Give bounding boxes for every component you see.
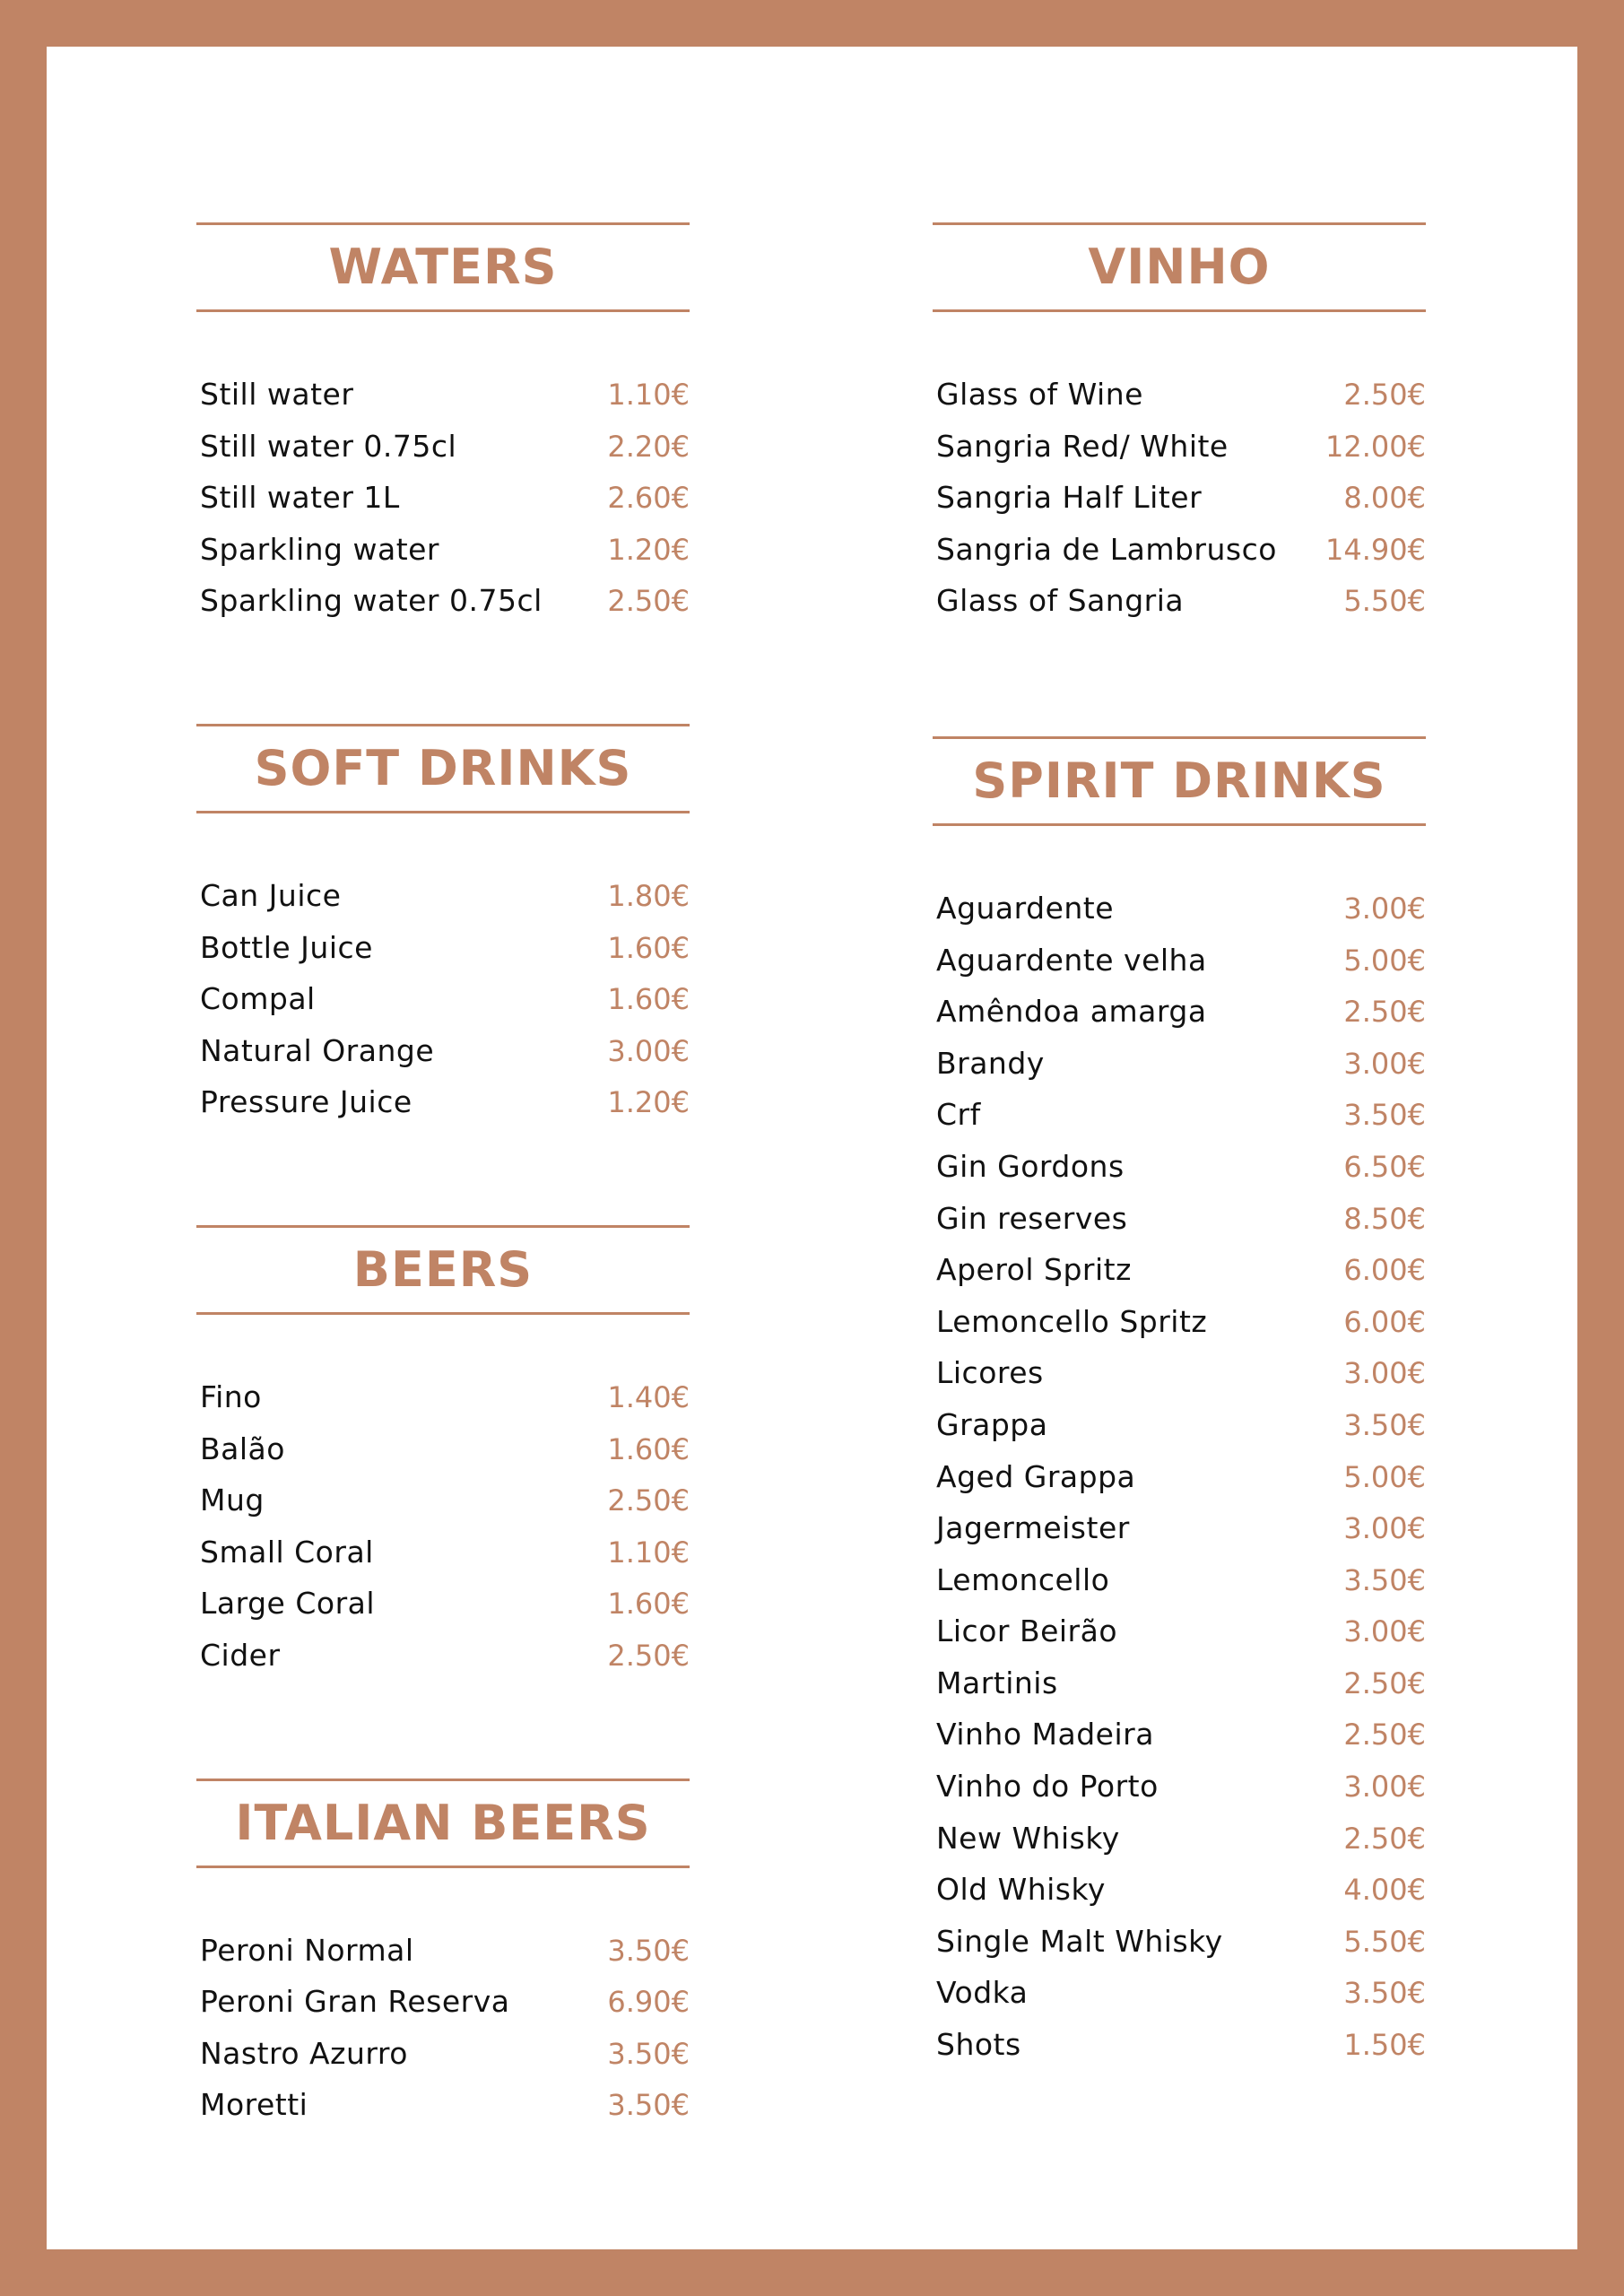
section-soft-drinks: [196, 724, 690, 1128]
menu-item-price: 6.50€: [1343, 1149, 1426, 1184]
menu-item-price: 2.50€: [1343, 378, 1426, 412]
section-title: BEERS: [352, 1240, 534, 1298]
menu-item-name: Can Juice: [200, 877, 342, 913]
menu-item-name: Still water: [200, 377, 354, 412]
menu-item-name: Glass of Wine: [936, 377, 1143, 412]
menu-item-price: 12.00€: [1325, 429, 1426, 464]
section-title: WATERS: [328, 239, 558, 295]
menu-item-name: Large Coral: [200, 1586, 376, 1622]
menu-item: [933, 1347, 1426, 1399]
menu-item-name: Fino: [200, 1378, 262, 1414]
menu-item: [196, 369, 690, 421]
menu-item-name: Compal: [200, 981, 316, 1017]
menu-item-name: Licor Beirão: [936, 1613, 1118, 1649]
menu-item-price: 2.20€: [607, 429, 690, 464]
menu-item: [933, 1864, 1426, 1916]
menu-item: [933, 1916, 1426, 1968]
menu-item-name: Aguardente velha: [936, 942, 1207, 978]
menu-item-name: Peroni Gran Reserva: [200, 1984, 510, 2020]
menu-item-price: 1.60€: [607, 930, 690, 965]
menu-item: [933, 1451, 1426, 1503]
menu-item: [933, 575, 1426, 627]
section-title: VINHO: [1088, 239, 1271, 295]
menu-item: [196, 524, 690, 576]
menu-item-name: Still water 1L: [200, 480, 400, 516]
menu-item-price: 8.00€: [1343, 481, 1426, 516]
menu-item: [196, 1423, 690, 1475]
menu-item-name: Sangria Half Liter: [936, 480, 1203, 516]
menu-item-price: 3.50€: [607, 1933, 690, 1968]
menu-item: [196, 575, 690, 627]
menu-item: [196, 1076, 690, 1128]
menu-item-name: Jagermeister: [936, 1510, 1130, 1546]
menu-item-price: 3.00€: [1343, 891, 1426, 926]
section-title: SPIRIT DRINKS: [972, 752, 1386, 809]
menu-item: [933, 1761, 1426, 1813]
menu-item-name: Gin reserves: [936, 1200, 1128, 1236]
menu-item: [196, 1371, 690, 1423]
section-title: SOFT DRINKS: [254, 739, 632, 796]
left-column: [196, 222, 690, 2131]
menu-item: [933, 369, 1426, 421]
menu-item: [933, 1554, 1426, 1606]
menu-item-name: Vinho Madeira: [936, 1717, 1154, 1752]
menu-item: [196, 1925, 690, 1977]
menu-item: [933, 1296, 1426, 1348]
menu-item-name: Aperol Spritz: [936, 1252, 1132, 1288]
menu-item-price: 1.60€: [607, 982, 690, 1017]
menu-item: [933, 986, 1426, 1038]
menu-item-name: Mug: [200, 1483, 265, 1518]
section-header: [196, 1225, 690, 1315]
menu-item-price: 3.00€: [1343, 1356, 1426, 1391]
section-header: [933, 222, 1426, 312]
section-header: [196, 222, 690, 312]
menu-item: [196, 1526, 690, 1578]
section-header: [196, 724, 690, 813]
item-list: [196, 1925, 690, 2131]
menu-item-name: Bottle Juice: [200, 929, 373, 965]
menu-item-price: 2.50€: [1343, 1718, 1426, 1752]
menu-item-name: Small Coral: [200, 1534, 374, 1570]
menu-item: [933, 2019, 1426, 2071]
menu-item-price: 5.50€: [1343, 1924, 1426, 1959]
menu-item: [196, 973, 690, 1025]
menu-item: [196, 1025, 690, 1077]
menu-item: [933, 421, 1426, 473]
menu-item-price: 1.20€: [607, 532, 690, 567]
section-italian-beers: [196, 1779, 690, 2131]
menu-item-price: 1.60€: [607, 1587, 690, 1622]
menu-item-price: 8.50€: [1343, 1201, 1426, 1236]
menu-item-name: Vodka: [936, 1975, 1029, 2011]
menu-item-price: 3.50€: [1343, 1098, 1426, 1133]
menu-item: [933, 1141, 1426, 1193]
menu-item-price: 2.50€: [607, 584, 690, 619]
menu-item-name: Shots: [936, 2027, 1021, 2063]
menu-item-name: Crf: [936, 1097, 981, 1133]
menu-item-price: 3.00€: [1343, 1614, 1426, 1649]
menu-item: [196, 472, 690, 524]
menu-item-name: Still water 0.75cl: [200, 428, 457, 464]
menu-item-name: Pressure Juice: [200, 1084, 413, 1120]
menu-item-name: Brandy: [936, 1045, 1045, 1081]
menu-item-price: 1.50€: [1343, 2028, 1426, 2063]
menu-item-name: Sparkling water 0.75cl: [200, 583, 543, 619]
menu-item-name: Nastro Azurro: [200, 2035, 408, 2071]
menu-item: [933, 472, 1426, 524]
menu-item-price: 2.60€: [607, 481, 690, 516]
menu-item: [933, 1399, 1426, 1451]
menu-item-name: Aguardente: [936, 890, 1115, 926]
menu-page: [47, 47, 1577, 2249]
menu-item-name: Sparkling water: [200, 531, 440, 567]
menu-item-price: 3.50€: [607, 2036, 690, 2071]
menu-item-name: Lemoncello Spritz: [936, 1303, 1208, 1339]
menu-item-name: Amêndoa amarga: [936, 994, 1207, 1030]
menu-item-price: 1.20€: [607, 1085, 690, 1120]
item-list: [196, 870, 690, 1128]
menu-item-price: 5.50€: [1343, 584, 1426, 619]
menu-item: [196, 2079, 690, 2131]
menu-item-price: 3.00€: [1343, 1046, 1426, 1081]
menu-item: [933, 1657, 1426, 1709]
menu-item-name: Sangria de Lambrusco: [936, 531, 1277, 567]
menu-item-name: Lemoncello: [936, 1561, 1110, 1597]
menu-item-price: 3.00€: [1343, 1511, 1426, 1546]
menu-item: [196, 2028, 690, 2080]
menu-item-name: Single Malt Whisky: [936, 1923, 1223, 1959]
menu-item-price: 2.50€: [1343, 1665, 1426, 1700]
section-beers: [196, 1225, 690, 1682]
menu-item: [933, 883, 1426, 935]
menu-item: [933, 935, 1426, 987]
menu-item-price: 1.10€: [607, 1535, 690, 1570]
section-vinho: [933, 222, 1426, 627]
menu-item-price: 3.50€: [1343, 1976, 1426, 2011]
item-list: [933, 883, 1426, 2071]
item-list: [196, 1371, 690, 1682]
menu-item-price: 6.00€: [1343, 1304, 1426, 1339]
menu-item: [933, 1813, 1426, 1865]
menu-item-price: 1.80€: [607, 878, 690, 913]
menu-item: [933, 1038, 1426, 1090]
menu-item-name: Moretti: [200, 2087, 308, 2123]
menu-item-price: 2.50€: [607, 1638, 690, 1673]
menu-item: [933, 1967, 1426, 2019]
menu-item: [933, 1089, 1426, 1141]
section-title: ITALIAN BEERS: [235, 1794, 651, 1851]
menu-item-name: Licores: [936, 1355, 1044, 1391]
menu-item-price: 1.10€: [607, 378, 690, 412]
section-header: [933, 736, 1426, 826]
menu-item-name: Grappa: [936, 1406, 1048, 1442]
menu-item-price: 2.50€: [1343, 995, 1426, 1030]
menu-item-price: 3.00€: [607, 1033, 690, 1068]
menu-item-price: 5.00€: [1343, 943, 1426, 978]
menu-item-name: Old Whisky: [936, 1872, 1106, 1908]
menu-item-price: 1.60€: [607, 1431, 690, 1466]
menu-item-price: 3.00€: [1343, 1770, 1426, 1805]
menu-item-price: 1.40€: [607, 1379, 690, 1414]
section-waters: [196, 222, 690, 627]
menu-item-name: Vinho do Porto: [936, 1769, 1159, 1805]
menu-item-price: 2.50€: [607, 1483, 690, 1518]
item-list: [196, 369, 690, 627]
menu-item-name: Martinis: [936, 1665, 1058, 1700]
menu-item: [196, 1976, 690, 2028]
menu-item-name: Peroni Normal: [200, 1932, 414, 1968]
menu-item: [196, 922, 690, 974]
menu-item-name: New Whisky: [936, 1820, 1120, 1856]
menu-item: [196, 1474, 690, 1526]
menu-item-name: Glass of Sangria: [936, 583, 1185, 619]
menu-item-price: 14.90€: [1325, 532, 1426, 567]
menu-item: [933, 1244, 1426, 1296]
menu-item: [933, 1605, 1426, 1657]
menu-item-price: 3.50€: [607, 2088, 690, 2123]
menu-item: [196, 421, 690, 473]
menu-item: [933, 524, 1426, 576]
menu-item-name: Aged Grappa: [936, 1458, 1136, 1494]
menu-item-price: 5.00€: [1343, 1459, 1426, 1494]
menu-item: [196, 1630, 690, 1682]
menu-item-price: 6.90€: [607, 1985, 690, 2020]
menu-item-price: 3.50€: [1343, 1562, 1426, 1597]
menu-item: [933, 1193, 1426, 1245]
menu-item: [933, 1709, 1426, 1761]
menu-item-price: 3.50€: [1343, 1407, 1426, 1442]
menu-item-price: 4.00€: [1343, 1873, 1426, 1908]
section-header: [196, 1779, 690, 1868]
menu-item-name: Balão: [200, 1431, 285, 1466]
menu-item-name: Gin Gordons: [936, 1148, 1125, 1184]
menu-item-name: Sangria Red/ White: [936, 428, 1229, 464]
item-list: [933, 369, 1426, 627]
menu-item: [933, 1502, 1426, 1554]
menu-item-name: Cider: [200, 1637, 281, 1673]
menu-item-price: 2.50€: [1343, 1821, 1426, 1856]
right-column: [933, 222, 1426, 2071]
section-spirit-drinks: [933, 736, 1426, 2071]
menu-item: [196, 870, 690, 922]
menu-item-name: Natural Orange: [200, 1032, 435, 1068]
menu-item: [196, 1578, 690, 1630]
menu-item-price: 6.00€: [1343, 1253, 1426, 1288]
